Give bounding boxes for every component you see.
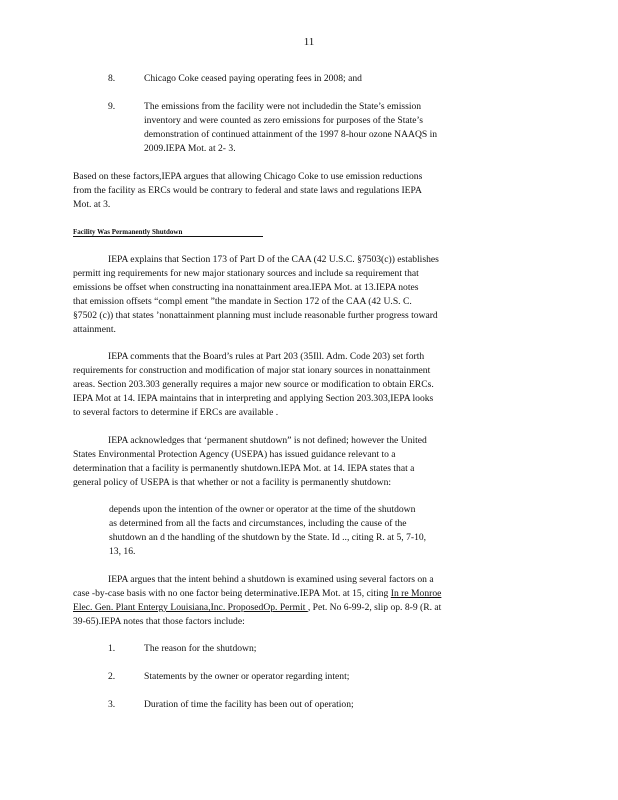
case-citation: In re Monroe: [390, 588, 442, 599]
list-number: 2.: [108, 671, 116, 682]
paragraph-line: States Environmental Protection Agency (USEPA) has issued guidance relevant to a: [73, 449, 396, 460]
paragraph-line: IEPA acknowledges that ‘permanent shutdown” is not defined; however the United: [108, 435, 427, 446]
paragraph-line: areas. Section 203.303 generally requires a major new source or modification to obtain ERCs.: [73, 379, 434, 390]
case-citation: Elec. Gen. Plant Entergy Louisiana,Inc. ProposedOp. Permit: [73, 602, 308, 613]
paragraph-line: IEPA Mot at 14. IEPA maintains that in interpreting and applying Section 203.303,IEPA looks: [73, 393, 434, 404]
paragraph-text: , Pet. No 6-99-2, slip op. 8-9 (R. at: [307, 602, 442, 613]
paragraph-line: attainment.: [73, 324, 116, 335]
paragraph: [73, 573, 548, 629]
paragraph-line: that emission offsets “compl ement ”the mandate in Section 172 of the CAA (42 U.S. C.: [73, 296, 412, 307]
list-text-line: 2009.IEPA Mot. at 2- 3.: [144, 143, 236, 154]
paragraph-line: requirements for construction and modification of major stat ionary sources in nonattainment: [73, 365, 431, 376]
list-text: Statements by the owner or operator regarding intent;: [144, 671, 350, 682]
list-number: 3.: [108, 699, 116, 710]
list-text: Chicago Coke ceased paying operating fees in 2008; and: [144, 73, 362, 84]
quote-line: depends upon the intention of the owner or operator at the time of the shutdown: [109, 504, 416, 515]
paragraph: [73, 434, 548, 490]
paragraph: [73, 253, 548, 337]
list-text-line: demonstration of continued attainment of the 1997 8-hour ozone NAAQS in: [144, 129, 438, 140]
paragraph-line: general policy of USEPA is that whether or not a facility is permanently shutdown:: [73, 477, 392, 488]
paragraph: [73, 170, 548, 212]
page-number: 11: [303, 36, 315, 48]
quote-line: 13, 16.: [109, 546, 136, 557]
paragraph-line: emissions be offset when constructing ina nonattainment area.IEPA Mot. at 13.IEPA notes: [73, 282, 419, 293]
paragraph-line: to several factors to determine if ERCs are available .: [73, 407, 279, 418]
paragraph-text: case -by-case basis with no one factor being determinative.IEPA Mot. at 15, citing: [73, 588, 391, 599]
paragraph-line: [73, 587, 548, 601]
paragraph-line: IEPA explains that Section 173 of Part D of the CAA (42 U.S.C. §7503(c)) establishes: [108, 254, 439, 265]
paragraph-line: permitt ing requirements for new major stationary sources and include sa requirement that: [73, 268, 419, 279]
quote-line: shutdown an d the handling of the shutdown by the State. Id .., citing R. at 5, 7-10,: [109, 532, 427, 543]
paragraph-line: from the facility as ERCs would be contrary to federal and state laws and regulations IEPA: [73, 185, 422, 196]
block-quote: [109, 503, 509, 559]
section-heading-text: Facility Was Permanently Shutdown: [73, 228, 263, 237]
list-text-line: inventory and were counted as zero emissions for purposes of the State’s: [144, 115, 423, 126]
paragraph-line: Based on these factors,IEPA argues that allowing Chicago Coke to use emission reductions: [73, 171, 423, 182]
paragraph-line: IEPA comments that the Board’s rules at Part 203 (35Ill. Adm. Code 203) set forth: [108, 351, 425, 362]
paragraph: [73, 350, 548, 420]
list-text: The reason for the shutdown;: [144, 643, 257, 654]
paragraph-line: Mot. at 3.: [73, 199, 111, 210]
paragraph-line: §7502 (c)) that states ’nonattainment planning must include reasonable further progress toward: [73, 310, 438, 321]
list-text: Duration of time the facility has been out of operation;: [144, 699, 354, 710]
list-number: 8.: [108, 73, 116, 84]
paragraph-line: determination that a facility is permanently shutdown.IEPA Mot. at 14. IEPA states that a: [73, 463, 415, 474]
section-heading: [73, 228, 263, 237]
paragraph-line: IEPA argues that the intent behind a shutdown is examined using several factors on a: [108, 574, 434, 585]
paragraph-line: 39-65).IEPA notes that those factors include:: [73, 616, 245, 627]
list-number: 1.: [108, 643, 116, 654]
paragraph-line: [73, 601, 548, 615]
list-text-line: The emissions from the facility were not includedin the State’s emission: [144, 101, 422, 112]
quote-line: as determined from all the facts and circumstances, including the cause of the: [109, 518, 407, 529]
list-number: 9.: [108, 101, 116, 112]
